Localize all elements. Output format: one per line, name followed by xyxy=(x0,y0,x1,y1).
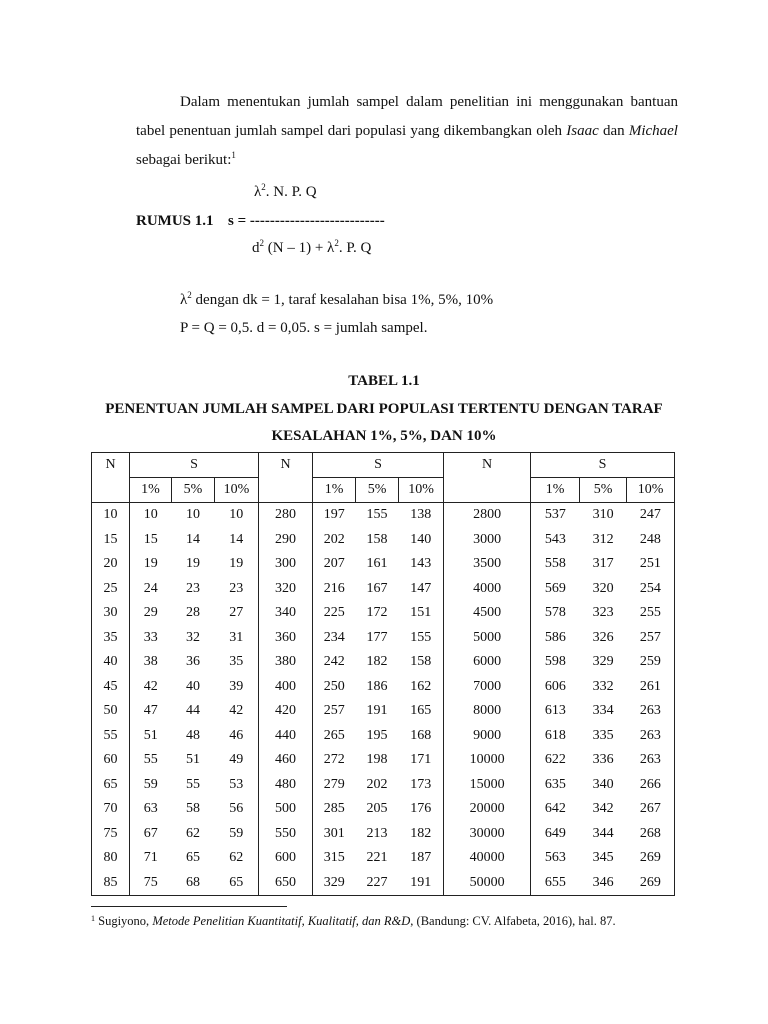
table-cell: 29 xyxy=(143,605,158,620)
table-cell: 75 xyxy=(130,871,172,896)
table-cell: 51 xyxy=(186,752,200,767)
table-cell: 60 xyxy=(92,748,130,773)
table-cell: 3500 xyxy=(444,552,531,577)
table-cell: 649 xyxy=(544,825,566,841)
table-cell: 10 xyxy=(143,507,158,522)
table-row xyxy=(92,601,675,626)
sample-size-table xyxy=(91,452,675,896)
table-cell: 172 xyxy=(366,605,388,620)
table-cell: 36 xyxy=(186,654,200,669)
table-cell: 563 xyxy=(544,850,566,865)
table-cell: 242 xyxy=(323,654,345,669)
table-cell: 9000 xyxy=(444,724,531,749)
note-line-1: $\lambda^2$ dengan dk = 1, taraf kesalahan bisa 1%, 5%, 10% xyxy=(180,290,494,308)
table-cell: 55 xyxy=(92,724,130,749)
table-cell: 80 xyxy=(92,846,130,871)
table-cell: 320 xyxy=(259,577,313,602)
table-cell: 45 xyxy=(92,675,130,700)
header-s: S xyxy=(531,453,675,478)
table-cell: 14 xyxy=(186,531,200,547)
table-cell: 20 xyxy=(92,552,130,577)
table-cell: 182 xyxy=(366,654,388,669)
table-row xyxy=(92,846,675,871)
footnote-text: Sugiyono, xyxy=(95,914,153,928)
table-cell: 191 xyxy=(366,703,388,718)
table-cell: 8000 xyxy=(444,699,531,724)
table-cell: 71 xyxy=(143,850,158,865)
table-cell: 23 xyxy=(215,577,259,602)
footnote-reference: 1 xyxy=(231,150,236,160)
table-cell: 177 xyxy=(366,629,388,645)
note-line-2: P = Q = 0,5. d = 0,05. s = jumlah sampel. xyxy=(180,320,428,336)
table-cell: 578 xyxy=(544,605,566,620)
table-cell: 259 xyxy=(627,650,675,675)
table-cell: 635 xyxy=(544,776,566,792)
table-cell: 300 xyxy=(259,552,313,577)
table-cell: 216 xyxy=(323,580,345,596)
table-row xyxy=(92,650,675,675)
header-s: S xyxy=(130,453,259,478)
table-row xyxy=(92,528,675,553)
table-cell: 285 xyxy=(323,801,345,816)
table-cell: 55 xyxy=(143,752,158,767)
table-cell: 335 xyxy=(592,727,614,743)
formula-label-text: RUMUS 1.1 xyxy=(136,213,214,229)
table-cell: 10000 xyxy=(444,748,531,773)
table-cell: 329 xyxy=(592,654,614,669)
table-cell: 655 xyxy=(531,871,580,896)
table-cell: 312 xyxy=(592,531,614,547)
header-10pct: 10% xyxy=(627,478,675,503)
author-name-michael: Michael xyxy=(628,123,678,139)
header-5pct: 5% xyxy=(172,478,215,503)
table-cell: 263 xyxy=(627,724,675,749)
table-cell: 263 xyxy=(627,748,675,773)
table-cell: 63 xyxy=(143,801,158,816)
table-cell: 51 xyxy=(143,727,158,743)
table-cell: 35 xyxy=(92,626,130,651)
table-cell: 569 xyxy=(544,580,566,596)
table-cell: 279 xyxy=(323,776,345,792)
table-cell: 68 xyxy=(172,871,215,896)
table-cell: 15000 xyxy=(444,773,531,798)
table-cell: 31 xyxy=(215,626,259,651)
table-cell: 38 xyxy=(143,654,158,669)
intro-paragraph xyxy=(136,88,678,175)
table-cell: 187 xyxy=(399,846,444,871)
table-cell: 537 xyxy=(544,507,566,522)
table-cell: 3000 xyxy=(444,528,531,553)
table-subtitle-line-2: KESALAHAN 1%, 5%, DAN 10% xyxy=(271,428,497,444)
table-cell: 2800 xyxy=(444,503,531,528)
table-cell: 550 xyxy=(259,822,313,847)
table-cell: 85 xyxy=(92,871,130,896)
author-name-isaac: Isaac xyxy=(566,123,599,139)
table-cell: 75 xyxy=(92,822,130,847)
table-cell: 171 xyxy=(399,748,444,773)
table-cell: 49 xyxy=(215,748,259,773)
table-cell: 27 xyxy=(215,601,259,626)
table-cell: 267 xyxy=(627,797,675,822)
table-cell: 151 xyxy=(399,601,444,626)
table-cell: 558 xyxy=(544,556,566,571)
table-cell: 30 xyxy=(92,601,130,626)
table-row xyxy=(92,699,675,724)
table-cell: 162 xyxy=(399,675,444,700)
table-cell: 269 xyxy=(627,871,675,896)
table-row xyxy=(92,797,675,822)
formula-denominator: $d^2$ $(N - 1) + \lambda^2$. P. Q xyxy=(252,238,372,256)
table-cell: 197 xyxy=(323,507,345,522)
table-cell: 138 xyxy=(399,503,444,528)
table-cell: 334 xyxy=(592,703,614,718)
table-cell: 47 xyxy=(143,703,158,718)
table-cell: 202 xyxy=(323,531,345,547)
table-cell: 225 xyxy=(323,605,345,620)
table-row xyxy=(92,871,675,896)
table-cell: 622 xyxy=(544,752,566,767)
table-cell: 5000 xyxy=(444,626,531,651)
table-cell: 33 xyxy=(143,629,158,645)
table-cell: 50000 xyxy=(444,871,531,896)
table-cell: 265 xyxy=(323,727,345,743)
table-cell: 613 xyxy=(544,703,566,718)
table-title: TABEL 1.1 xyxy=(348,373,420,389)
table-cell: 155 xyxy=(399,626,444,651)
footnote-text: , (Bandung: CV. Alfabeta, 2016), hal. 87. xyxy=(410,914,616,928)
table-cell: 62 xyxy=(186,825,200,841)
table-cell: 586 xyxy=(544,629,566,645)
table-cell: 28 xyxy=(186,605,200,620)
table-cell: 10 xyxy=(186,507,200,522)
table-cell: 65 xyxy=(92,773,130,798)
paragraph-text: Dalam menentukan jumlah sampel dalam penelitian ini menggunakan bantuan tabel penentuan jumlah sampel dari populasi yang dikembangkan oleh xyxy=(136,94,678,139)
table-cell: 420 xyxy=(259,699,313,724)
formula-label xyxy=(136,213,214,230)
table-cell: 14 xyxy=(215,528,259,553)
table-cell: 280 xyxy=(259,503,313,528)
table-cell: 50 xyxy=(92,699,130,724)
table-cell: 346 xyxy=(580,871,627,896)
table-cell: 254 xyxy=(627,577,675,602)
table-cell: 182 xyxy=(399,822,444,847)
table-cell: 25 xyxy=(92,577,130,602)
table-cell: 20000 xyxy=(444,797,531,822)
table-cell: 360 xyxy=(259,626,313,651)
table-cell: 143 xyxy=(399,552,444,577)
table-cell: 42 xyxy=(143,678,158,694)
table-cell: 140 xyxy=(399,528,444,553)
footnote-book-title: Metode Penelitian Kuantitatif, Kualitatif, dan R&D xyxy=(152,914,411,928)
table-cell: 268 xyxy=(627,822,675,847)
table-cell: 165 xyxy=(399,699,444,724)
table-cell: 65 xyxy=(186,850,200,865)
table-cell: 213 xyxy=(366,825,388,841)
table-cell: 155 xyxy=(366,507,388,522)
table-cell: 6000 xyxy=(444,650,531,675)
table-cell: 4500 xyxy=(444,601,531,626)
table-cell: 55 xyxy=(186,776,200,792)
header-1pct: 1% xyxy=(531,478,580,503)
table-cell: 261 xyxy=(627,675,675,700)
table-cell: 24 xyxy=(143,580,158,596)
table-cell: 257 xyxy=(627,626,675,651)
footnote-number: 1 xyxy=(91,914,95,923)
table-cell: 301 xyxy=(323,825,345,841)
table-cell: 42 xyxy=(215,699,259,724)
table-cell: 35 xyxy=(215,650,259,675)
header-n: N xyxy=(444,453,531,478)
header-5pct: 5% xyxy=(356,478,399,503)
table-cell: 70 xyxy=(92,797,130,822)
table-cell: 342 xyxy=(592,801,614,816)
table-cell: 7000 xyxy=(444,675,531,700)
header-s: S xyxy=(313,453,444,478)
table-cell: 205 xyxy=(366,801,388,816)
table-cell: 59 xyxy=(143,776,158,792)
table-cell: 168 xyxy=(399,724,444,749)
table-cell: 269 xyxy=(627,846,675,871)
table-cell: 255 xyxy=(627,601,675,626)
table-cell: 15 xyxy=(92,528,130,553)
table-cell: 345 xyxy=(592,850,614,865)
table-cell: 30000 xyxy=(444,822,531,847)
table-cell: 247 xyxy=(627,503,675,528)
table-cell: 207 xyxy=(323,556,345,571)
table-cell: 158 xyxy=(366,531,388,547)
header-blank xyxy=(259,478,313,503)
table-row xyxy=(92,748,675,773)
table-cell: 323 xyxy=(592,605,614,620)
table-cell: 40000 xyxy=(444,846,531,871)
table-cell: 248 xyxy=(627,528,675,553)
table-cell: 59 xyxy=(215,822,259,847)
table-cell: 266 xyxy=(627,773,675,798)
table-cell: 176 xyxy=(399,797,444,822)
table-cell: 234 xyxy=(323,629,345,645)
table-cell: 56 xyxy=(215,797,259,822)
table-cell: 480 xyxy=(259,773,313,798)
table-cell: 227 xyxy=(356,871,399,896)
table-cell: 310 xyxy=(592,507,614,522)
table-cell: 48 xyxy=(186,727,200,743)
table-cell: 23 xyxy=(186,580,200,596)
table-cell: 186 xyxy=(366,678,388,694)
table-cell: 39 xyxy=(215,675,259,700)
table-cell: 440 xyxy=(259,724,313,749)
table-cell: 158 xyxy=(399,650,444,675)
table-cell: 400 xyxy=(259,675,313,700)
header-n: N xyxy=(259,453,313,478)
header-blank xyxy=(92,478,130,503)
table-cell: 543 xyxy=(544,531,566,547)
table-cell: 340 xyxy=(259,601,313,626)
formula-numerator: $\lambda^2$. N. P. Q xyxy=(254,182,317,200)
table-row xyxy=(92,552,675,577)
table-cell: 263 xyxy=(627,699,675,724)
table-cell: 10 xyxy=(92,503,130,528)
table-cell: 19 xyxy=(215,552,259,577)
table-cell: 19 xyxy=(143,556,158,571)
table-cell: 642 xyxy=(544,801,566,816)
paragraph-text: dan xyxy=(598,123,629,139)
table-cell: 460 xyxy=(259,748,313,773)
formula-fraction-line: s = --------------------------- xyxy=(228,213,385,229)
footnote-divider xyxy=(91,906,287,907)
header-1pct: 1% xyxy=(313,478,356,503)
table-cell: 40 xyxy=(92,650,130,675)
table-cell: 65 xyxy=(215,871,259,896)
table-cell: 250 xyxy=(323,678,345,694)
table-cell: 195 xyxy=(366,727,388,743)
table-cell: 221 xyxy=(366,850,388,865)
table-cell: 15 xyxy=(143,531,158,547)
table-cell: 344 xyxy=(592,825,614,841)
table-cell: 147 xyxy=(399,577,444,602)
table-cell: 598 xyxy=(544,654,566,669)
table-cell: 650 xyxy=(259,871,313,896)
table-cell: 317 xyxy=(592,556,614,571)
table-row xyxy=(92,503,675,528)
header-10pct: 10% xyxy=(399,478,444,503)
table-cell: 161 xyxy=(366,556,388,571)
footnote xyxy=(91,914,616,929)
table-cell: 40 xyxy=(186,678,200,694)
table-cell: 202 xyxy=(366,776,388,792)
table-cell: 44 xyxy=(186,703,200,718)
table-cell: 340 xyxy=(592,776,614,792)
table-cell: 257 xyxy=(323,703,345,718)
table-cell: 62 xyxy=(215,846,259,871)
table-cell: 191 xyxy=(399,871,444,896)
paragraph-text: sebagai berikut: xyxy=(136,152,232,168)
table-cell: 10 xyxy=(215,503,259,528)
table-cell: 58 xyxy=(186,801,200,816)
table-cell: 251 xyxy=(627,552,675,577)
table-cell: 272 xyxy=(323,752,345,767)
table-cell: 320 xyxy=(592,580,614,596)
table-row xyxy=(92,724,675,749)
table-subheader-row xyxy=(92,478,675,503)
table-cell: 329 xyxy=(313,871,356,896)
table-cell: 380 xyxy=(259,650,313,675)
table-cell: 606 xyxy=(544,678,566,694)
table-row xyxy=(92,773,675,798)
table-row xyxy=(92,822,675,847)
table-cell: 46 xyxy=(215,724,259,749)
table-cell: 290 xyxy=(259,528,313,553)
header-5pct: 5% xyxy=(580,478,627,503)
table-header-row xyxy=(92,453,675,478)
table-cell: 336 xyxy=(592,752,614,767)
table-cell: 4000 xyxy=(444,577,531,602)
table-cell: 19 xyxy=(186,556,200,571)
header-blank xyxy=(444,478,531,503)
table-cell: 198 xyxy=(366,752,388,767)
table-cell: 32 xyxy=(186,629,200,645)
header-n: N xyxy=(92,453,130,478)
table-cell: 173 xyxy=(399,773,444,798)
table-cell: 332 xyxy=(592,678,614,694)
table-row xyxy=(92,577,675,602)
table-cell: 500 xyxy=(259,797,313,822)
table-cell: 618 xyxy=(544,727,566,743)
table-row xyxy=(92,675,675,700)
table-cell: 53 xyxy=(215,773,259,798)
table-cell: 315 xyxy=(323,850,345,865)
table-row xyxy=(92,626,675,651)
header-10pct: 10% xyxy=(215,478,259,503)
table-cell: 600 xyxy=(259,846,313,871)
table-cell: 67 xyxy=(143,825,158,841)
header-1pct: 1% xyxy=(130,478,172,503)
table-cell: 167 xyxy=(366,580,388,596)
table-cell: 326 xyxy=(592,629,614,645)
table-subtitle-line-1: PENENTUAN JUMLAH SAMPEL DARI POPULASI TERTENTU DENGAN TARAF xyxy=(105,401,663,417)
